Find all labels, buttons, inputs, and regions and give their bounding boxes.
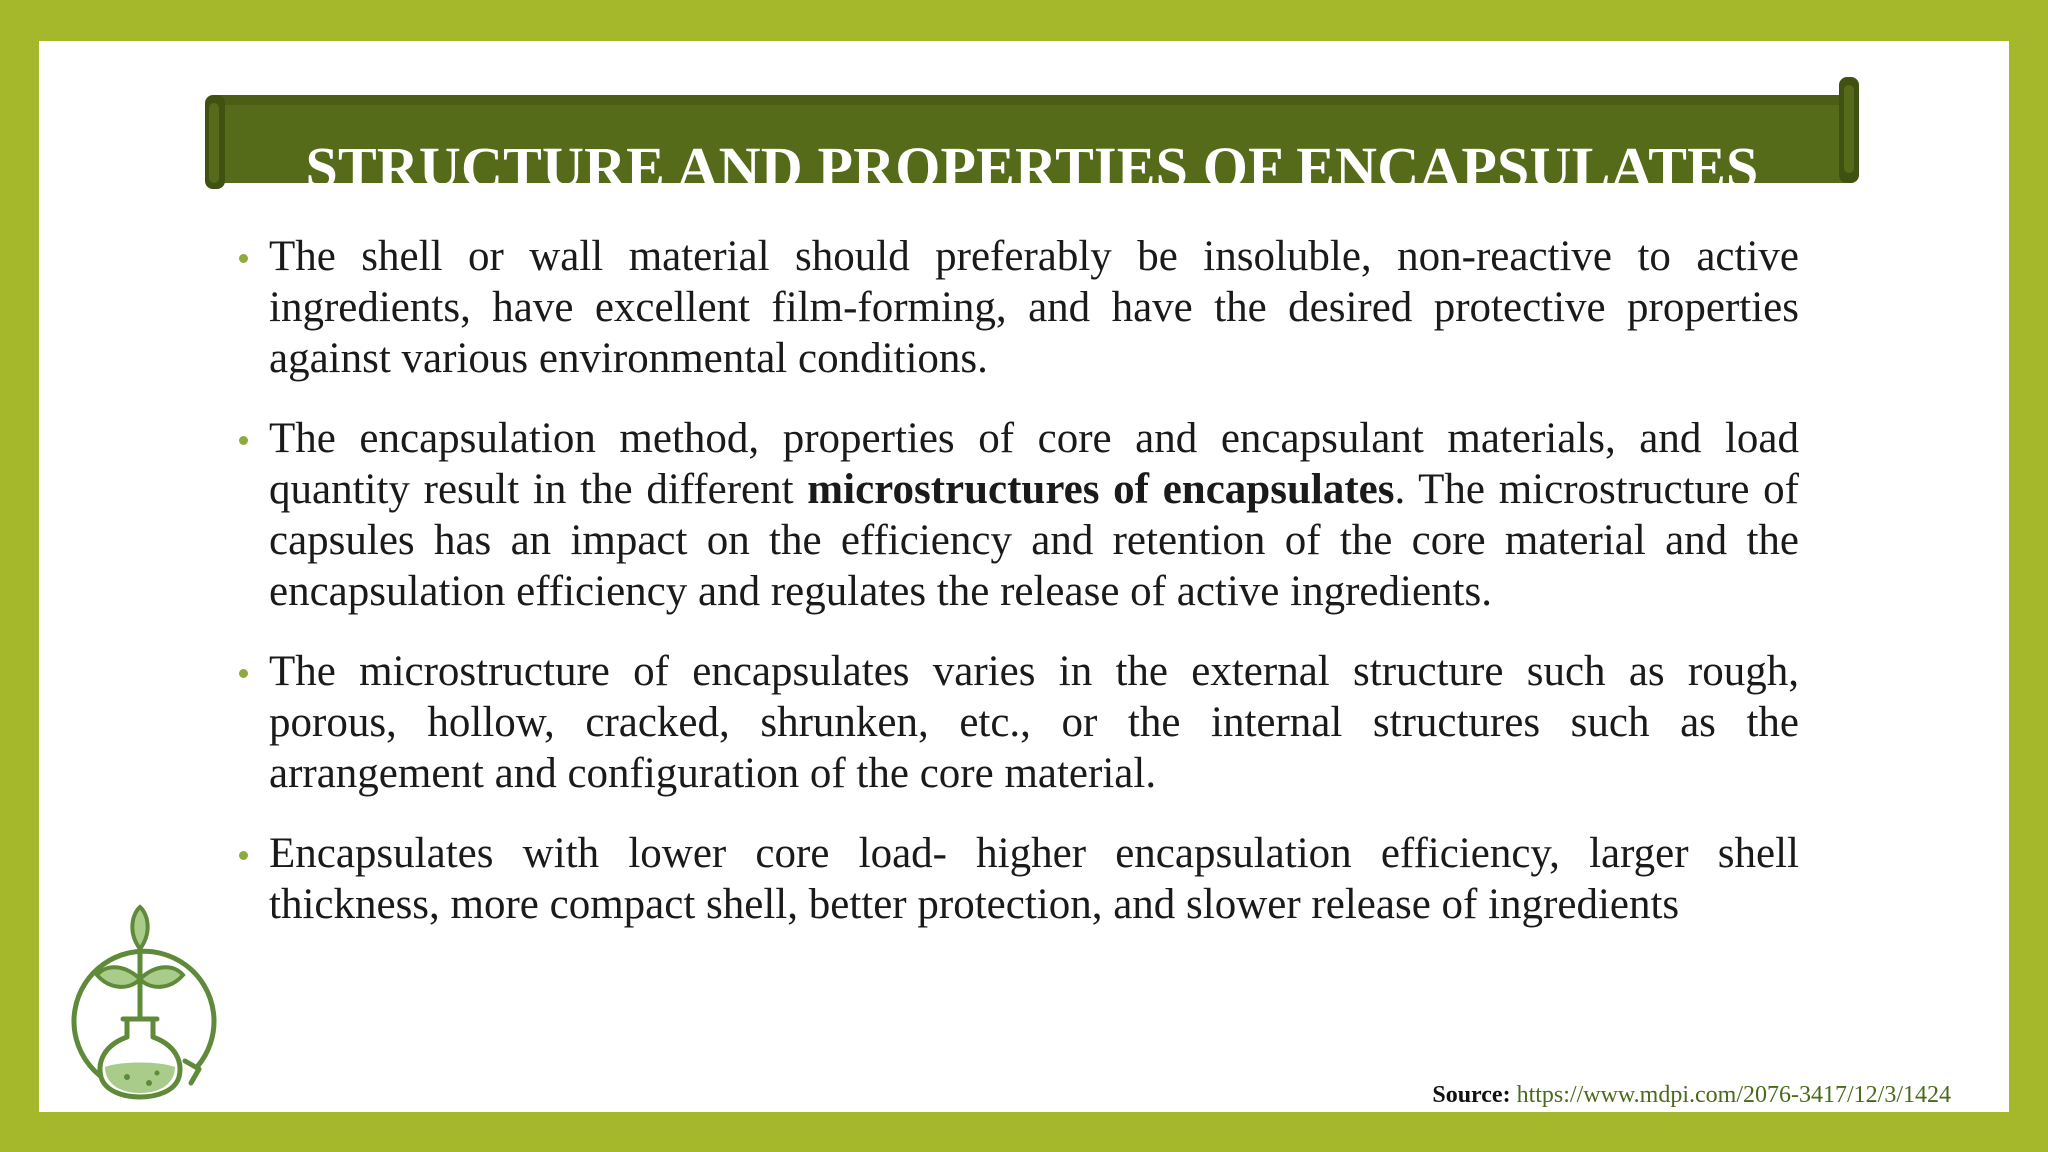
bullet-item [269, 646, 1799, 799]
bullet-text: The microstructure of encapsulates varies in the external structure such as rough, porous, hollow, cracked, shrunken, etc., or the internal structures such as the arrangement and configuration of the core material. [269, 648, 1799, 797]
bullet-list [269, 231, 1799, 959]
bullet-dot-icon [239, 851, 248, 860]
plant-flask-icon [57, 891, 223, 1101]
bullet-text: The shell or wall material should preferably be insoluble, non-reactive to active ingredients, have excellent film-forming, and have the desired protective properties against various environmental conditions. [269, 233, 1799, 382]
bullet-text-after: . The microstructure of capsules has an impact on the efficiency and retention of the core material and the encapsulation efficiency and regulates the release of active ingredients. [269, 466, 1799, 615]
bullet-bold-text: microstructures of encapsulates [807, 466, 1395, 513]
bullet-dot-icon [239, 436, 248, 445]
source-link[interactable]: https://www.mdpi.com/2076-3417/12/3/1424 [1516, 1082, 1951, 1108]
bullet-item [269, 413, 1799, 617]
bullet-text: Encapsulates with lower core load- higher encapsulation efficiency, larger shell thickness, more compact shell, better protection, and slower release of ingredients [269, 830, 1799, 928]
bullet-dot-icon [239, 254, 248, 263]
page-title: STRUCTURE AND PROPERTIES OF ENCAPSULATES [305, 135, 1759, 200]
title-banner [205, 77, 1859, 200]
slide [39, 41, 2009, 1112]
bullet-item [269, 231, 1799, 384]
source-label: Source: [1432, 1082, 1511, 1108]
bullet-dot-icon [239, 669, 248, 678]
bullet-item [269, 828, 1799, 930]
source-citation [1432, 1081, 1951, 1109]
bullet-text: The encapsulation method, properties of core and encapsulant materials, and load quantity result in the different [269, 415, 1799, 513]
